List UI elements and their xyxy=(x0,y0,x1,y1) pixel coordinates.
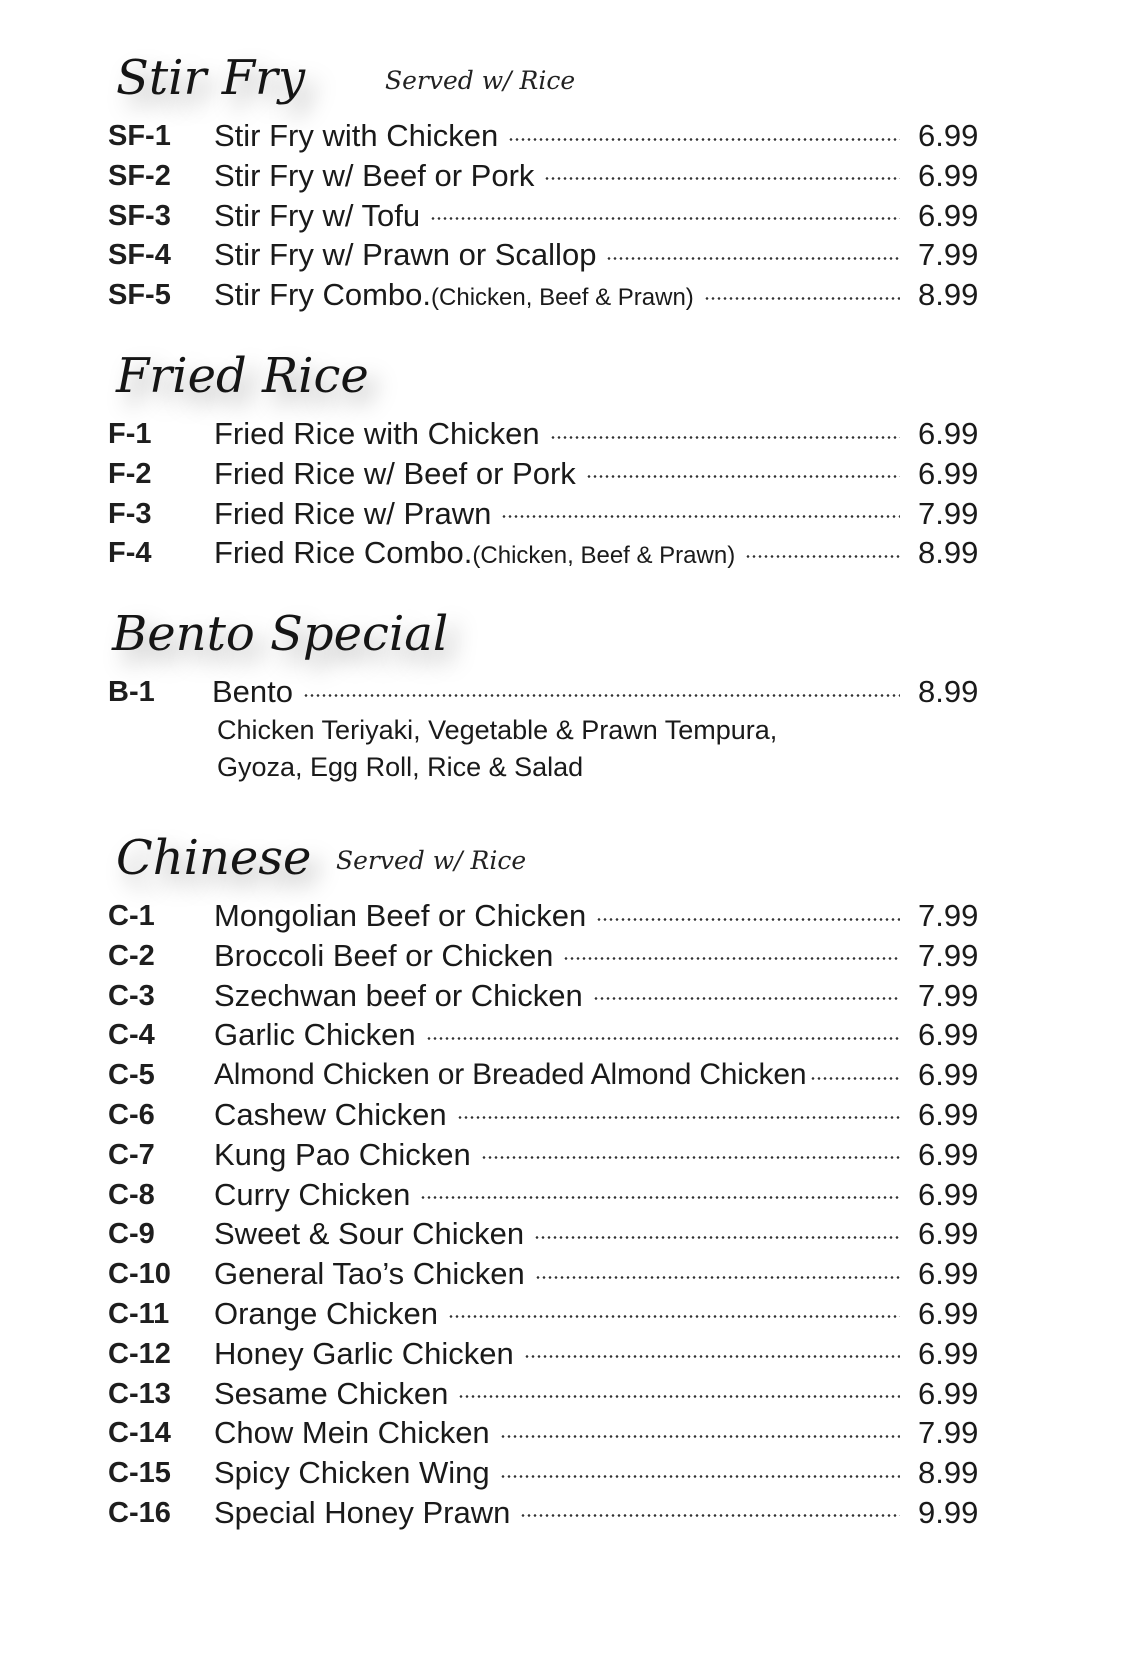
section-subtitle: Served w/ Rice xyxy=(385,66,576,95)
item-code: C-10 xyxy=(108,1258,171,1291)
item-code: C-11 xyxy=(108,1297,170,1330)
description-line: Chicken Teriyaki, Vegetable & Prawn Tempura, xyxy=(217,715,778,745)
item-name: Fried Rice w/ Beef or Pork xyxy=(214,455,576,491)
menu-item xyxy=(0,898,1144,938)
dot-leader xyxy=(420,1196,900,1199)
item-code: SF-4 xyxy=(108,239,171,272)
menu-item xyxy=(0,978,1144,1018)
dot-leader xyxy=(458,1395,900,1398)
dot-leader xyxy=(544,177,900,180)
item-code: SF-5 xyxy=(108,279,171,312)
item-price: 6.99 xyxy=(918,1057,979,1093)
menu-item xyxy=(0,938,1144,978)
item-code: C-1 xyxy=(108,900,155,932)
section-fried-rice xyxy=(0,346,1144,575)
section-title: Fried Rice xyxy=(116,348,369,404)
dot-leader xyxy=(448,1315,900,1318)
section-header xyxy=(0,346,1144,416)
item-price: 6.99 xyxy=(918,157,979,193)
dot-leader xyxy=(500,1435,900,1438)
item-price: 7.99 xyxy=(918,977,979,1013)
menu-item xyxy=(0,277,1144,317)
item-list xyxy=(0,898,1144,1535)
section-stir-fry xyxy=(0,48,1144,317)
item-price: 6.99 xyxy=(918,1176,979,1212)
item-code: SF-1 xyxy=(108,120,171,152)
item-code: F-1 xyxy=(108,418,152,450)
item-note: (Chicken, Beef & Prawn) xyxy=(472,542,736,570)
dot-leader xyxy=(457,1116,900,1119)
item-list xyxy=(0,118,1144,317)
section-bento-special xyxy=(0,604,1144,794)
menu-item xyxy=(0,1455,1144,1495)
item-name: Orange Chicken xyxy=(214,1295,439,1331)
dot-leader xyxy=(563,957,900,960)
dot-leader xyxy=(303,694,900,697)
item-note: (Chicken, Beef & Prawn) xyxy=(431,284,694,312)
dot-leader xyxy=(535,1276,900,1279)
item-code: C-12 xyxy=(108,1337,171,1370)
item-name xyxy=(214,535,735,574)
menu-item xyxy=(0,496,1144,536)
menu-item xyxy=(0,1097,1144,1137)
item-price: 6.99 xyxy=(918,416,979,451)
item-name xyxy=(214,277,694,316)
item-name: General Tao’s Chicken xyxy=(214,1256,525,1292)
item-name: Mongolian Beef or Chicken xyxy=(214,898,587,933)
item-code: C-9 xyxy=(108,1218,155,1251)
menu-item xyxy=(0,1376,1144,1416)
description-line: Gyoza, Egg Roll, Rice & Salad xyxy=(217,752,584,782)
dot-leader xyxy=(500,1475,900,1478)
dot-leader xyxy=(593,997,900,1000)
item-name: Stir Fry with Chicken xyxy=(214,118,499,153)
item-price: 6.99 xyxy=(918,455,979,491)
dot-leader xyxy=(524,1355,900,1358)
item-list xyxy=(0,416,1144,575)
menu-item xyxy=(0,1495,1144,1535)
item-code: C-6 xyxy=(108,1098,155,1131)
item-name: Kung Pao Chicken xyxy=(214,1136,471,1172)
dot-leader xyxy=(810,1077,900,1080)
item-name: Spicy Chicken Wing xyxy=(214,1455,490,1491)
item-price: 9.99 xyxy=(918,1494,979,1530)
menu-item xyxy=(0,1336,1144,1376)
item-name: Fried Rice w/ Prawn xyxy=(214,495,492,531)
item-name: Stir Fry w/ Beef or Pork xyxy=(214,157,535,193)
item-list xyxy=(0,674,1144,794)
item-price: 6.99 xyxy=(918,1375,979,1411)
item-price: 7.99 xyxy=(918,495,979,531)
item-code: C-15 xyxy=(108,1457,171,1490)
item-name: Sesame Chicken xyxy=(214,1375,449,1411)
item-code: B-1 xyxy=(108,676,155,708)
menu-item xyxy=(0,456,1144,496)
section-header xyxy=(0,828,1144,898)
dot-leader xyxy=(586,475,900,478)
item-price: 6.99 xyxy=(918,197,979,233)
item-code: C-8 xyxy=(108,1178,155,1211)
item-price: 6.99 xyxy=(918,1096,979,1132)
dot-leader xyxy=(508,138,900,141)
menu-item xyxy=(0,1256,1144,1296)
menu-item xyxy=(0,535,1144,575)
item-name: Stir Fry w/ Prawn or Scallop xyxy=(214,237,597,273)
item-price: 6.99 xyxy=(918,1136,979,1172)
item-name: Special Honey Prawn xyxy=(214,1494,511,1530)
menu-item xyxy=(0,1057,1144,1097)
item-code: C-2 xyxy=(108,939,155,972)
section-chinese xyxy=(0,828,1144,1535)
item-name: Curry Chicken xyxy=(214,1176,411,1212)
item-code: C-3 xyxy=(108,979,155,1012)
item-code: C-7 xyxy=(108,1138,155,1171)
menu-item xyxy=(0,674,1144,794)
item-code: F-3 xyxy=(108,497,152,530)
dot-leader xyxy=(606,257,900,260)
section-header xyxy=(0,48,1144,118)
item-name: Honey Garlic Chicken xyxy=(214,1335,514,1371)
item-price: 8.99 xyxy=(918,1455,979,1491)
item-description xyxy=(217,712,777,786)
section-title: Chinese xyxy=(116,830,312,886)
item-code: C-4 xyxy=(108,1019,155,1052)
menu-item xyxy=(0,1177,1144,1217)
item-name: Sweet & Sour Chicken xyxy=(214,1216,525,1252)
item-name-text: Stir Fry Combo. xyxy=(214,277,432,313)
item-code: C-14 xyxy=(108,1417,171,1450)
dot-leader xyxy=(596,918,900,921)
item-price: 6.99 xyxy=(918,1256,979,1292)
item-price: 7.99 xyxy=(918,237,979,273)
menu-item xyxy=(0,237,1144,277)
item-name: Chow Mein Chicken xyxy=(214,1415,490,1451)
item-name: Almond Chicken or Breaded Almond Chicken xyxy=(214,1058,807,1092)
item-code: F-4 xyxy=(108,537,152,570)
item-price: 7.99 xyxy=(918,937,979,973)
dot-leader xyxy=(704,297,900,300)
item-name-text: Fried Rice Combo. xyxy=(214,535,473,571)
item-name: Cashew Chicken xyxy=(214,1096,447,1132)
dot-leader xyxy=(520,1514,900,1517)
item-price: 6.99 xyxy=(918,118,979,153)
item-price: 6.99 xyxy=(918,1295,979,1331)
menu-item xyxy=(0,198,1144,238)
section-title: Bento Special xyxy=(112,606,449,662)
section-subtitle: Served w/ Rice xyxy=(336,846,527,875)
menu-item xyxy=(0,1017,1144,1057)
menu-item xyxy=(0,416,1144,456)
item-code: SF-2 xyxy=(108,159,171,192)
item-name: Broccoli Beef or Chicken xyxy=(214,937,554,973)
section-header xyxy=(0,604,1144,674)
dot-leader xyxy=(430,217,900,220)
section-title: Stir Fry xyxy=(116,50,306,106)
menu-item xyxy=(0,1216,1144,1256)
menu-item xyxy=(0,1296,1144,1336)
menu-item xyxy=(0,158,1144,198)
item-code: C-13 xyxy=(108,1377,171,1410)
item-price: 8.99 xyxy=(918,535,979,571)
item-price: 6.99 xyxy=(918,1017,979,1053)
item-price: 7.99 xyxy=(918,898,979,933)
item-code: SF-3 xyxy=(108,199,171,232)
item-name: Fried Rice with Chicken xyxy=(214,416,540,451)
dot-leader xyxy=(550,436,900,439)
menu-item xyxy=(0,118,1144,158)
item-name: Bento xyxy=(212,674,294,709)
dot-leader xyxy=(534,1236,900,1239)
menu-item xyxy=(0,1415,1144,1455)
item-price: 6.99 xyxy=(918,1335,979,1371)
menu-item xyxy=(0,1137,1144,1177)
item-name: Stir Fry w/ Tofu xyxy=(214,197,421,233)
item-code: C-5 xyxy=(108,1059,155,1092)
item-code: F-2 xyxy=(108,457,152,490)
item-code: C-16 xyxy=(108,1496,171,1529)
dot-leader xyxy=(481,1156,900,1159)
item-price: 7.99 xyxy=(918,1415,979,1451)
item-price: 6.99 xyxy=(918,1216,979,1252)
item-price: 8.99 xyxy=(918,277,979,313)
dot-leader xyxy=(745,555,900,558)
item-name: Szechwan beef or Chicken xyxy=(214,977,583,1013)
dot-leader xyxy=(426,1037,900,1040)
dot-leader xyxy=(501,515,900,518)
item-price: 8.99 xyxy=(918,674,979,709)
item-name: Garlic Chicken xyxy=(214,1017,416,1053)
